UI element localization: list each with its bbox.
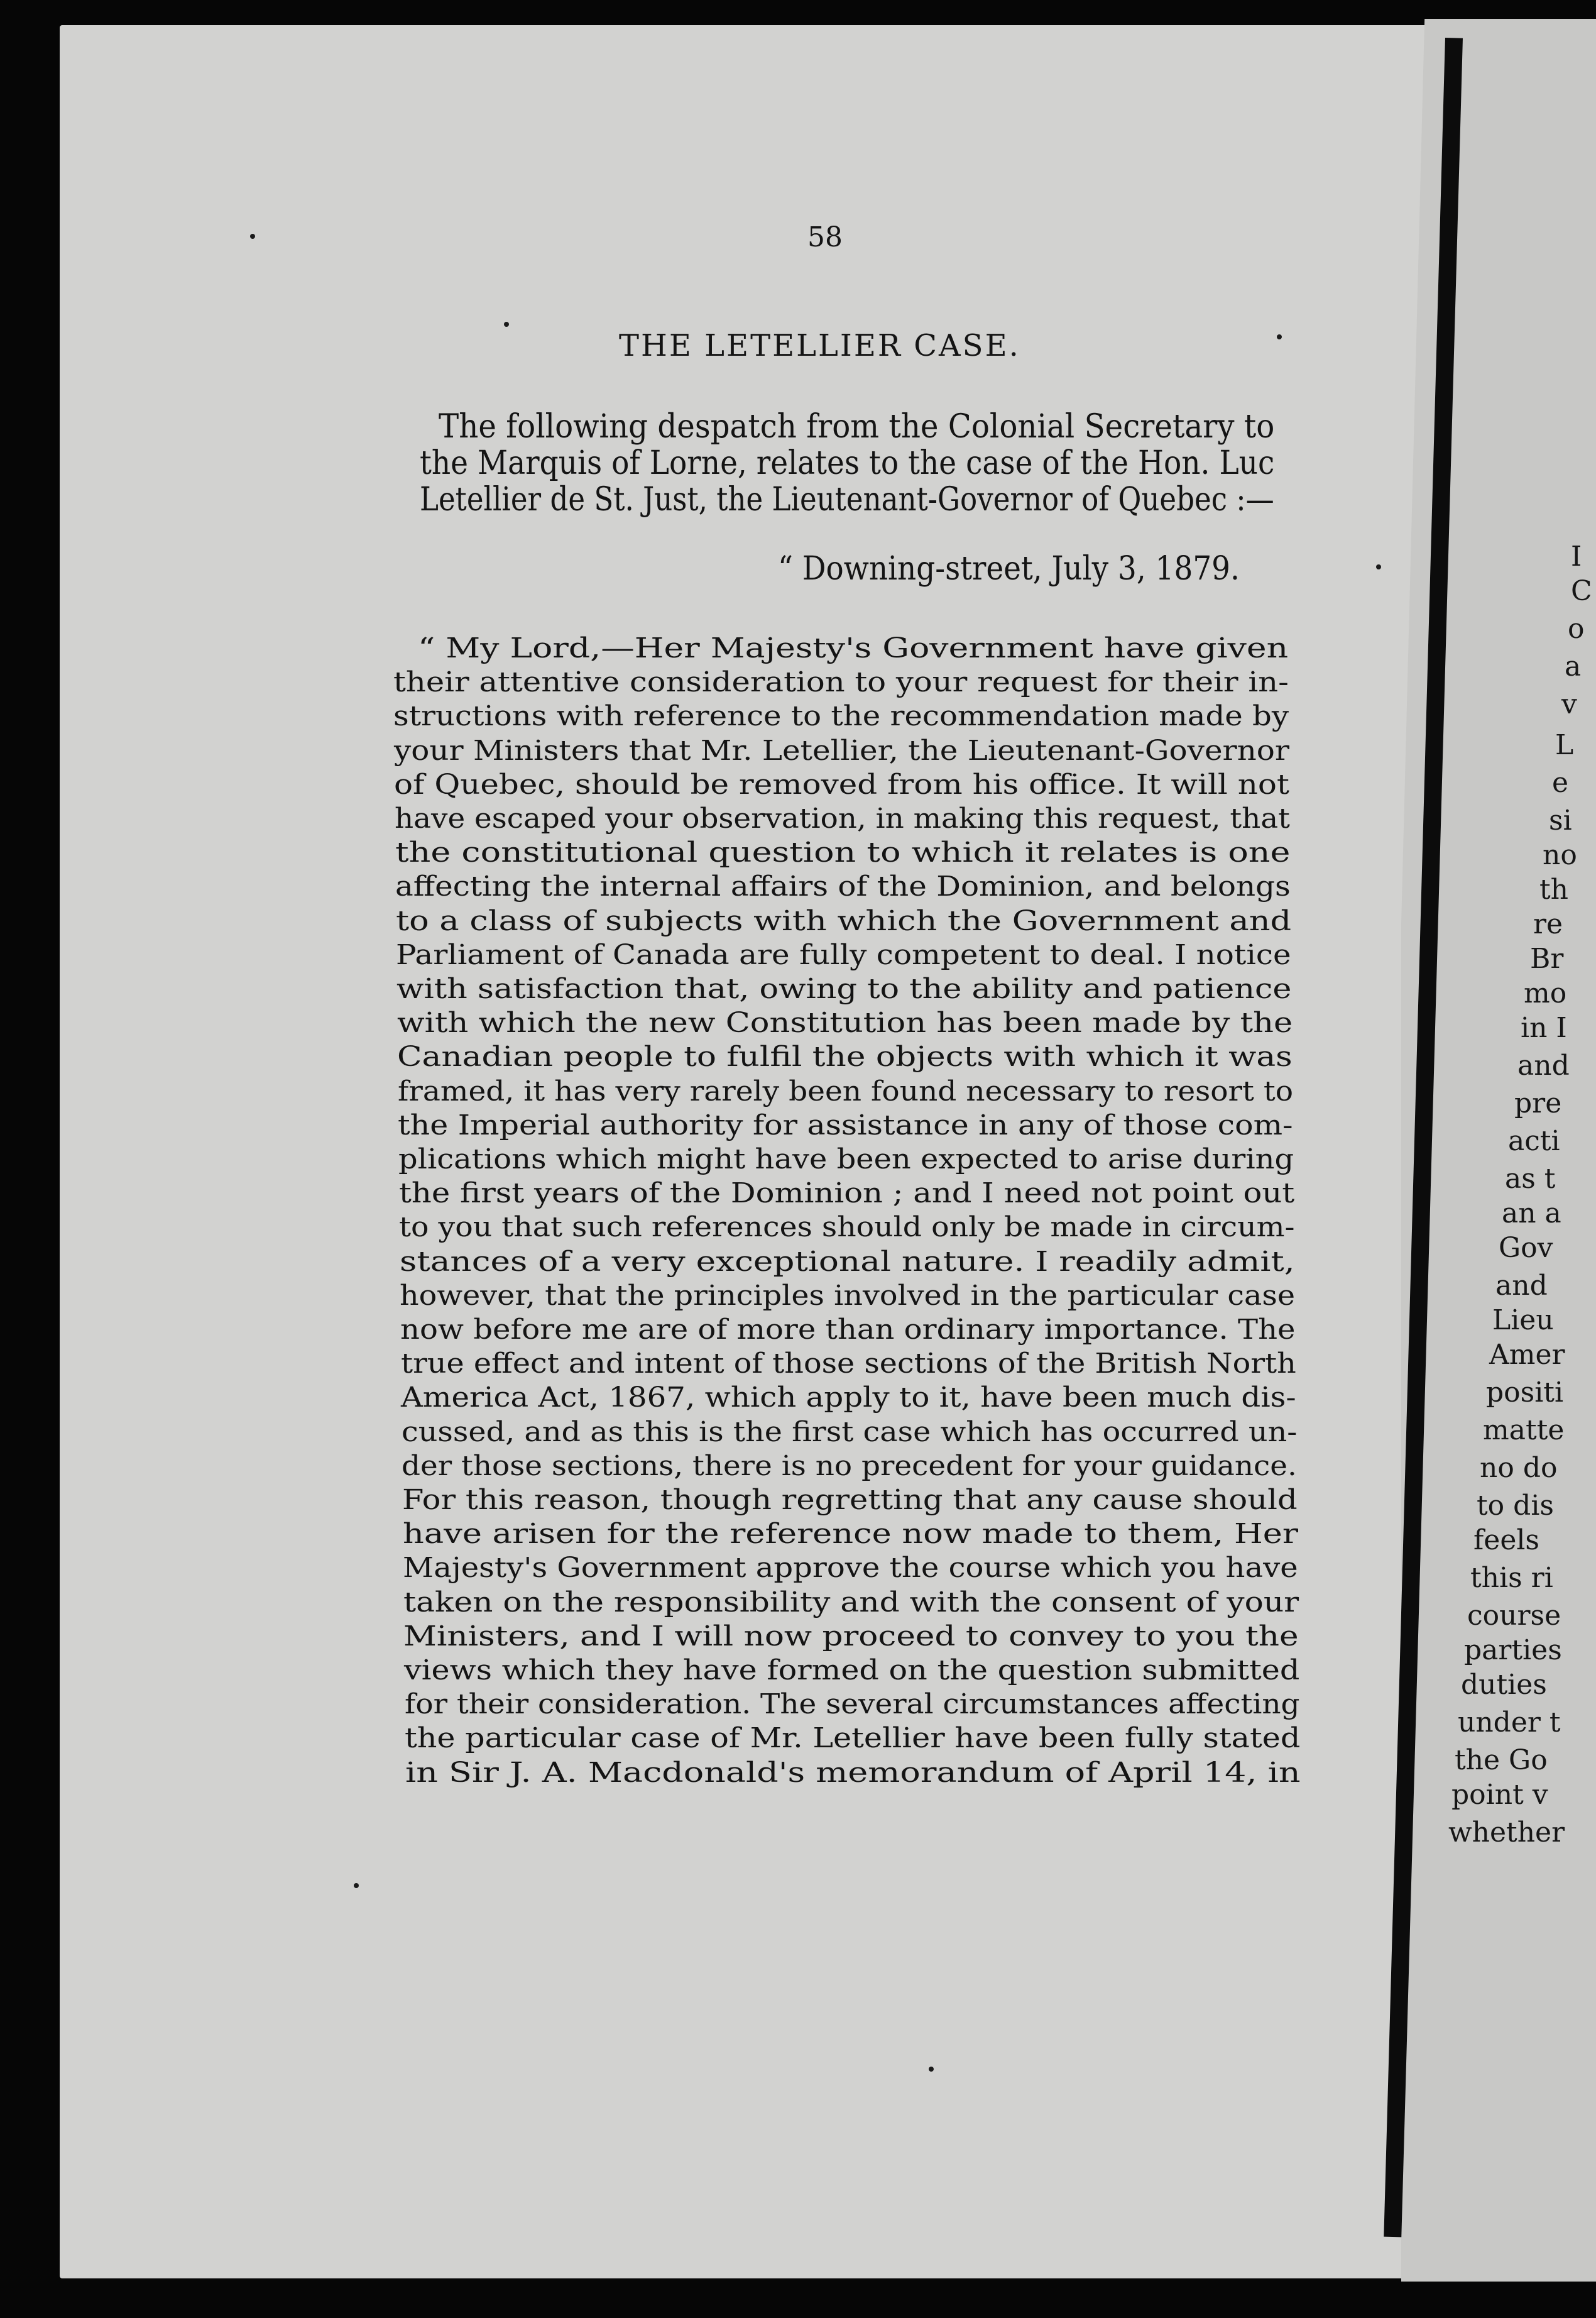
- print-speck: [250, 234, 255, 239]
- body-line: with satisfaction that, owing to the ability and patience: [396, 973, 1292, 1005]
- body-line: the first years of the Dominion ; and I need not point out: [399, 1177, 1295, 1210]
- print-speck: [354, 1883, 359, 1888]
- intro-line: Letellier de St. Just, the Lieutenant-Governor of Quebec :—: [420, 481, 1274, 519]
- facing-page-fragment: no do: [1480, 1452, 1558, 1484]
- body-line: in Sir J. A. Macdonald's memorandum of April 14, in: [405, 1756, 1301, 1789]
- facing-page-fragment: Br: [1530, 943, 1564, 975]
- body-line: Ministers, and I will now proceed to convey to you the: [403, 1620, 1299, 1652]
- body-line: however, that the principles involved in the particular case: [400, 1279, 1296, 1312]
- body-line: plications which might have been expected to arise during: [398, 1143, 1294, 1175]
- body-line: cussed, and as this is the first case which has occurred un-: [402, 1415, 1298, 1448]
- facing-page-fragment: as t: [1505, 1163, 1556, 1195]
- body-line: Parliament of Canada are fully competent to deal. I notice: [396, 938, 1291, 971]
- facing-page-fragment: parties: [1464, 1634, 1562, 1666]
- body-line: “ My Lord,—Her Majesty's Government have given: [418, 632, 1289, 664]
- body-line: their attentive consideration to your request for their in-: [393, 666, 1289, 699]
- facing-page-fragment: positi: [1486, 1376, 1564, 1409]
- body-line: the particular case of Mr. Letellier have been fully stated: [405, 1722, 1301, 1755]
- body-line: now before me are of more than ordinary importance. The: [400, 1314, 1296, 1346]
- intro-line: the Marquis of Lorne, relates to the case of the Hon. Luc: [420, 444, 1275, 482]
- body-line: stances of a very exceptional nature. I readily admit,: [400, 1245, 1295, 1278]
- body-line: the Imperial authority for assistance in any of those com-: [398, 1109, 1293, 1141]
- print-speck: [504, 322, 509, 327]
- body-line: framed, it has very rarely been found necessary to resort to: [398, 1075, 1294, 1107]
- facing-page-fragment: matte: [1483, 1414, 1565, 1446]
- facing-page-fragment: and: [1517, 1050, 1570, 1082]
- facing-page-fragment: si: [1549, 805, 1572, 837]
- intro-line: The following despatch from the Colonial Secretary to: [439, 408, 1275, 446]
- print-speck: [929, 2067, 934, 2072]
- facing-page-fragment: and: [1495, 1270, 1548, 1302]
- facing-page-fragment: no: [1543, 839, 1577, 871]
- facing-page-fragment: Lieu: [1492, 1304, 1554, 1336]
- body-line: For this reason, though regretting that any cause should: [402, 1484, 1298, 1516]
- body-line: true effect and intent of those sections of the British North: [401, 1348, 1296, 1380]
- facing-page-fragment: to dis: [1477, 1490, 1554, 1522]
- facing-page-fragment: in I: [1521, 1012, 1567, 1044]
- body-line: to you that such references should only be made in circum-: [399, 1211, 1295, 1244]
- body-line: affecting the internal affairs of the Dominion, and belongs: [395, 871, 1291, 903]
- body-line: for their consideration. The several circumstances affecting: [405, 1688, 1300, 1721]
- body-line: views which they have formed on the question submitted: [404, 1654, 1300, 1686]
- body-line: taken on the responsibility and with the consent of your: [403, 1586, 1299, 1618]
- facing-page-fragment: acti: [1508, 1125, 1560, 1157]
- facing-page-fragment: point v: [1451, 1779, 1548, 1811]
- facing-page-fragment: mo: [1524, 977, 1567, 1009]
- facing-page-fragment: Gov: [1499, 1232, 1553, 1264]
- facing-page-fragment: o: [1568, 613, 1585, 645]
- body-line: structions with reference to the recommendation made by: [393, 700, 1289, 733]
- page-number: 58: [807, 221, 843, 253]
- facing-page-fragment: I: [1571, 541, 1582, 573]
- body-line: with which the new Constitution has been made by the: [397, 1007, 1293, 1040]
- body-line: to a class of subjects with which the Government and: [396, 904, 1292, 937]
- print-speck: [1277, 334, 1282, 339]
- body-line: have escaped your observation, in making this request, that: [395, 803, 1290, 835]
- body-line: Majesty's Government approve the course which you have: [403, 1552, 1298, 1585]
- facing-page-fragment: a: [1565, 651, 1582, 683]
- facing-page-fragment: feels: [1473, 1524, 1540, 1556]
- facing-page-fragment: whether: [1448, 1816, 1565, 1848]
- facing-page-fragment: th: [1539, 874, 1569, 906]
- facing-page-fragment: under t: [1458, 1706, 1561, 1739]
- facing-page-fragment: an a: [1502, 1197, 1561, 1229]
- facing-page-fragment: the Go: [1455, 1744, 1548, 1776]
- body-line: of Quebec, should be removed from his office. It will not: [394, 768, 1289, 801]
- dateline: “ Downing-street, July 3, 1879.: [778, 550, 1240, 588]
- facing-page-fragment: course: [1467, 1600, 1561, 1632]
- print-speck: [1376, 564, 1381, 569]
- facing-page-fragment: duties: [1461, 1669, 1547, 1701]
- body-line: America Act, 1867, which apply to it, have been much dis-: [401, 1381, 1296, 1414]
- facing-page-fragment: e: [1552, 767, 1569, 799]
- facing-page-fragment: L: [1555, 729, 1574, 761]
- body-line: have arisen for the reference now made to them, Her: [403, 1518, 1299, 1551]
- facing-page-fragment: re: [1533, 908, 1563, 940]
- body-line: your Ministers that Mr. Letellier, the Lieutenant-Governor: [394, 734, 1290, 767]
- facing-page-text: [1448, 0, 1596, 2318]
- facing-page-fragment: C: [1571, 575, 1592, 607]
- facing-page-fragment: Amer: [1489, 1339, 1565, 1371]
- facing-page-fragment: v: [1561, 688, 1577, 720]
- page-heading: THE LETELLIER CASE.: [619, 328, 1020, 363]
- facing-page-fragment: this ri: [1470, 1562, 1553, 1594]
- facing-page-fragment: pre: [1514, 1087, 1562, 1119]
- body-line: Canadian people to fulfil the objects with which it was: [397, 1041, 1293, 1074]
- body-line: the constitutional question to which it relates is one: [395, 837, 1291, 869]
- body-line: der those sections, there is no precedent for your guidance.: [402, 1449, 1297, 1482]
